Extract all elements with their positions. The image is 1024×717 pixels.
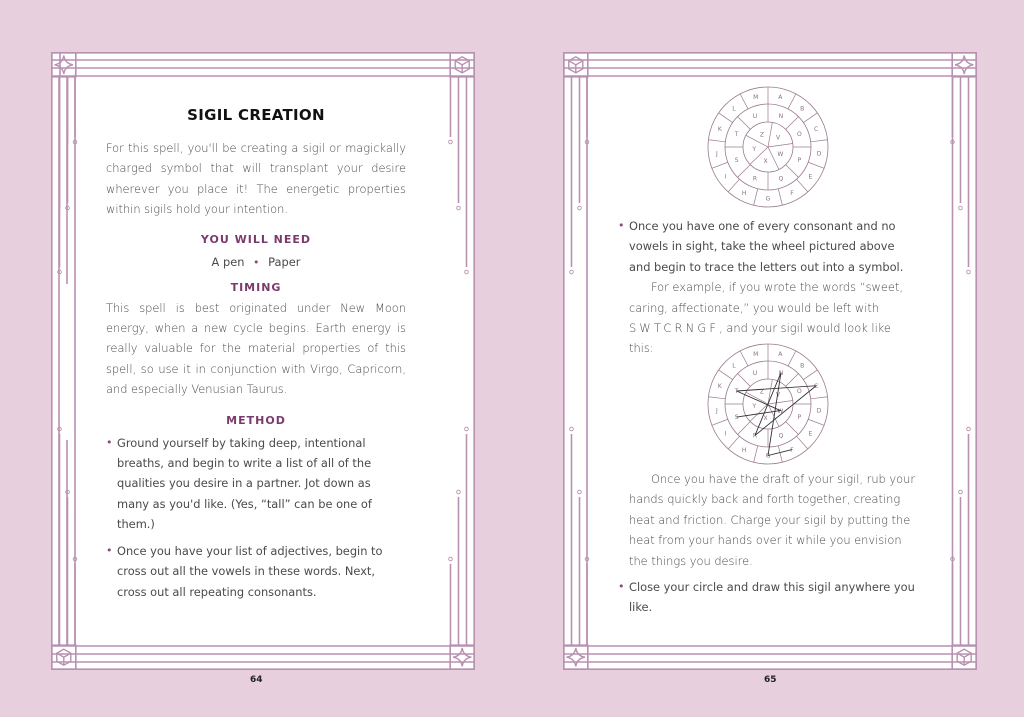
svg-text:F: F <box>790 189 794 197</box>
svg-text:H: H <box>741 189 747 197</box>
svg-text:D: D <box>816 150 822 158</box>
small-circle-icon <box>58 427 62 431</box>
small-circle-icon <box>570 270 574 274</box>
svg-text:Q: Q <box>778 432 784 440</box>
small-circle-icon <box>73 140 77 144</box>
small-circle-icon <box>585 140 589 144</box>
svg-text:Z: Z <box>759 388 764 396</box>
you-will-need-heading: YOU WILL NEED <box>200 232 312 246</box>
supplies-list <box>106 255 406 269</box>
small-circle-icon <box>578 206 582 210</box>
left-page <box>51 52 475 670</box>
right-page-content-top <box>618 216 918 359</box>
svg-text:K: K <box>717 125 722 133</box>
svg-text:G: G <box>765 452 771 460</box>
page-number-left: 64 <box>250 675 263 685</box>
bullet-icon: • <box>106 435 113 449</box>
small-circle-icon <box>58 270 62 274</box>
small-circle-icon <box>951 140 955 144</box>
svg-text:A: A <box>778 94 783 102</box>
curved-diamond-icon <box>567 648 586 666</box>
svg-text:V: V <box>776 391 781 399</box>
svg-text:Z: Z <box>759 131 764 139</box>
method-step: • Ground yourself by taking deep, intentional breaths, and begin to write a list of all of the qualities you desire in a partner. Jot down as many as you'd like. (Yes, “tall” can be one of them.) <box>106 433 406 535</box>
svg-text:P: P <box>797 157 802 165</box>
svg-text:X: X <box>763 157 768 165</box>
left-page-content <box>106 106 406 602</box>
example-letters: SWTCRNGF <box>629 321 720 336</box>
svg-text:P: P <box>797 414 802 422</box>
small-circle-icon <box>959 206 963 210</box>
svg-text:K: K <box>717 382 722 390</box>
right-page <box>563 52 977 670</box>
small-circle-icon <box>578 490 582 494</box>
svg-text:B: B <box>800 362 805 370</box>
cube-icon <box>957 649 971 665</box>
svg-text:J: J <box>715 150 718 158</box>
sigil-drawing <box>734 373 817 456</box>
small-circle-icon <box>951 557 955 561</box>
small-circle-icon <box>73 557 77 561</box>
svg-text:N: N <box>778 112 784 120</box>
svg-text:I: I <box>724 173 727 181</box>
right-page-content-bottom <box>618 469 918 618</box>
svg-text:O: O <box>797 131 802 139</box>
svg-text:M: M <box>753 351 759 359</box>
supply-item: Paper <box>268 254 301 269</box>
svg-text:R: R <box>752 432 758 440</box>
svg-text:S: S <box>734 157 739 165</box>
curved-diamond-icon <box>55 56 74 75</box>
timing-paragraph: This spell is best originated under New Moon energy, when a new cycle begins. Earth energy is really valuable for the material properties of this spell, so use it in conjunction with Virgo, Capricorn, and especially Venusian Taurus. <box>106 300 406 397</box>
bullet-icon: • <box>253 255 260 269</box>
page-number-right: 65 <box>764 675 777 685</box>
method-step: • Close your circle and draw this sigil anywhere you like. <box>618 577 918 618</box>
svg-text:Q: Q <box>778 175 784 183</box>
small-circle-icon <box>449 140 453 144</box>
svg-text:W: W <box>777 150 784 158</box>
method-heading: METHOD <box>226 413 286 427</box>
small-circle-icon <box>66 490 70 494</box>
svg-text:L: L <box>732 105 736 113</box>
method-step: • Once you have your list of adjectives, begin to cross out all the vowels in these words. Next, cross out all repeating consonants. <box>106 541 406 602</box>
svg-text:U: U <box>752 369 758 377</box>
curved-diamond-icon <box>955 56 973 75</box>
sigil-wheel <box>703 339 833 469</box>
svg-text:X: X <box>763 414 768 422</box>
svg-text:T: T <box>734 131 739 139</box>
charge-paragraph: Once you have the draft of your sigil, rub your hands quickly back and forth together, creating heat and friction. Charge your sigil by putting the heat from your hands over it while you envision the things you desire. <box>629 472 916 568</box>
small-circle-icon <box>465 270 469 274</box>
svg-text:Y: Y <box>752 403 756 411</box>
svg-text:B: B <box>800 105 805 113</box>
small-circle-icon <box>465 427 469 431</box>
timing-heading: TIMING <box>230 280 282 294</box>
cube-icon <box>57 649 71 665</box>
small-circle-icon <box>66 206 70 210</box>
svg-text:S: S <box>734 414 739 422</box>
svg-text:F: F <box>790 446 794 454</box>
svg-text:E: E <box>808 173 813 181</box>
svg-text:R: R <box>752 175 758 183</box>
cube-icon <box>455 57 469 73</box>
method-step: • Once you have one of every consonant and no vowels in sight, take the wheel pictured above and begin to trace the letters out into a symbol. <box>618 216 918 277</box>
svg-text:W: W <box>777 407 784 415</box>
svg-text:Y: Y <box>752 146 756 154</box>
bullet-icon: • <box>618 580 625 594</box>
small-circle-icon <box>967 270 971 274</box>
bullet-icon: • <box>106 543 113 557</box>
example-paragraph: For example, if you wrote the words “sweet, caring, affectionate,” you would be left with SWTCRNGF, and your sigil would look like this: <box>629 280 903 356</box>
cube-icon <box>569 57 583 73</box>
svg-text:N: N <box>778 369 784 377</box>
svg-text:D: D <box>816 407 822 415</box>
svg-text:G: G <box>765 195 771 203</box>
svg-text:T: T <box>734 388 739 396</box>
svg-text:J: J <box>715 407 718 415</box>
bullet-icon: • <box>618 219 625 232</box>
small-circle-icon <box>585 557 589 561</box>
small-circle-icon <box>967 427 971 431</box>
svg-text:U: U <box>752 112 758 120</box>
small-circle-icon <box>959 490 963 494</box>
small-circle-icon <box>449 557 453 561</box>
svg-text:L: L <box>732 362 736 370</box>
svg-text:H: H <box>741 446 747 454</box>
small-circle-icon <box>457 490 461 494</box>
svg-text:C: C <box>814 125 819 133</box>
letter-wheel <box>703 82 833 212</box>
small-circle-icon <box>457 206 461 210</box>
svg-text:M: M <box>753 94 759 102</box>
intro-paragraph: For this spell, you'll be creating a sigil or magickally charged symbol that will transplant your desire wherever you place it! The energetic properties within sigils hold your intention. <box>106 141 406 217</box>
svg-text:V: V <box>776 134 781 142</box>
svg-text:A: A <box>778 351 783 359</box>
curved-diamond-icon <box>453 648 471 666</box>
svg-text:C: C <box>814 382 819 390</box>
supply-item: A pen <box>211 254 245 269</box>
svg-text:E: E <box>808 430 813 438</box>
small-circle-icon <box>570 427 574 431</box>
page-title: SIGIL CREATION <box>187 106 325 124</box>
svg-text:O: O <box>797 388 802 396</box>
svg-text:I: I <box>724 430 727 438</box>
